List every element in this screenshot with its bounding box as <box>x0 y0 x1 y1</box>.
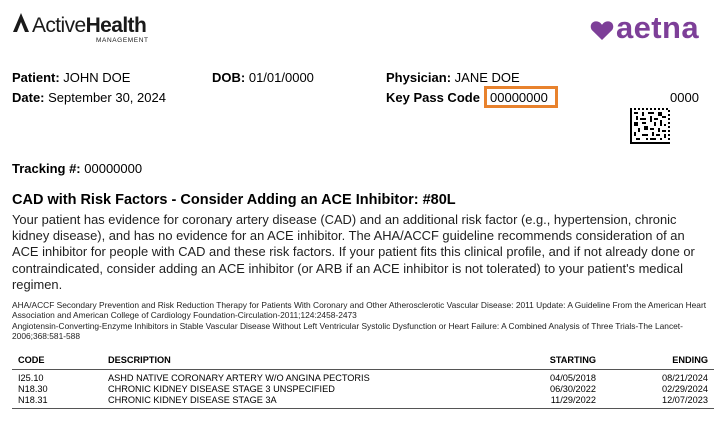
tracking-value: 00000000 <box>84 161 143 176</box>
col-header-description: DESCRIPTION <box>102 355 510 370</box>
datamatrix-barcode-icon <box>630 108 670 144</box>
activehealth-logo <box>12 10 152 46</box>
cell-code: N18.30 <box>18 384 48 394</box>
cell-starting: 06/30/2022 <box>550 384 596 394</box>
cell-ending: 12/07/2023 <box>602 395 714 409</box>
col-header-starting: STARTING <box>510 355 602 370</box>
right-code: 0000 <box>670 90 699 105</box>
cell-starting: 04/05/2018 <box>550 373 596 383</box>
cell-description: CHRONIC KIDNEY DISEASE STAGE 3 UNSPECIFIED <box>108 384 335 394</box>
alert-body: Your patient has evidence for coronary artery disease (CAD) and an additional risk factor (e.g., hypertension, chronic kidney disease), and has no evidence for an ACE inhibitor. The AHA/ACCF guideline recommends consideration of an ACE inhibitor for people with CAD and these risk factors. If your patient fits this clinical profile, and if not already done or contraindicated, consider adding an ACE inhibitor (or ARB if an ACE inhibitor is not tolerated) to your patient's medical regimen. <box>12 212 695 292</box>
cell-ending: 02/29/2024 <box>662 384 708 394</box>
physician-field <box>386 70 520 86</box>
date-label: Date: <box>12 90 45 105</box>
tracking-field <box>12 161 142 177</box>
table-row <box>12 395 714 409</box>
physician-value: JANE DOE <box>454 70 520 85</box>
activehealth-logo-subtitle: MANAGEMENT <box>96 37 149 44</box>
physician-label: Physician: <box>386 70 452 85</box>
dob-value: 01/01/0000 <box>248 70 314 85</box>
patient-value: JOHN DOE <box>63 70 131 85</box>
activehealth-logo-mark-icon <box>12 12 30 34</box>
tracking-label: Tracking #: <box>12 161 81 176</box>
col-header-ending: ENDING <box>602 355 714 370</box>
cell-description: ASHD NATIVE CORONARY ARTERY W/O ANGINA PECTORIS <box>108 373 370 383</box>
table-row <box>12 384 714 395</box>
reference-1: AHA/ACCF Secondary Prevention and Risk Reduction Therapy for Patients With Coronary and Other Atherosclerotic Vascular Disease: 2011 Update: A Guideline From the American Heart Association and American College of Cardiology Foundation-Circulation-2011;124:2458-2473 <box>12 300 707 321</box>
table-header-row <box>12 355 714 370</box>
dob-field <box>212 70 314 86</box>
heart-icon <box>590 20 614 41</box>
cell-code: N18.31 <box>12 395 102 409</box>
col-header-code: CODE <box>12 355 102 370</box>
alert-title: CAD with Risk Factors - Consider Adding an ACE Inhibitor: #80L <box>12 192 456 208</box>
patient-field <box>12 70 130 86</box>
dob-label: DOB: <box>212 70 246 85</box>
activehealth-logo-text: ActiveHealth <box>32 14 147 37</box>
references <box>12 300 712 341</box>
table-row <box>12 370 714 385</box>
key-pass-code-label: Key Pass Code <box>386 90 480 105</box>
aetna-logo <box>590 8 712 44</box>
date-value: September 30, 2024 <box>48 90 166 105</box>
key-pass-code-value: 00000000 <box>490 90 548 105</box>
cell-code: I25.10 <box>18 373 44 383</box>
patient-label: Patient: <box>12 70 60 85</box>
reference-2: Angiotensin-Converting-Enzyme Inhibitors in Stable Vascular Disease Without Left Ventricular Systolic Dysfunction or Heart Failure: A Combined Analysis of Three Trials-The Lancet-2006;368:581-588 <box>12 320 683 341</box>
aetna-wordmark: aetna <box>616 10 699 45</box>
cell-ending: 08/21/2024 <box>662 373 708 383</box>
cell-starting: 11/29/2022 <box>510 395 602 409</box>
cell-description: CHRONIC KIDNEY DISEASE STAGE 3A <box>102 395 510 409</box>
date-field <box>12 90 166 106</box>
diagnosis-table <box>12 355 714 409</box>
